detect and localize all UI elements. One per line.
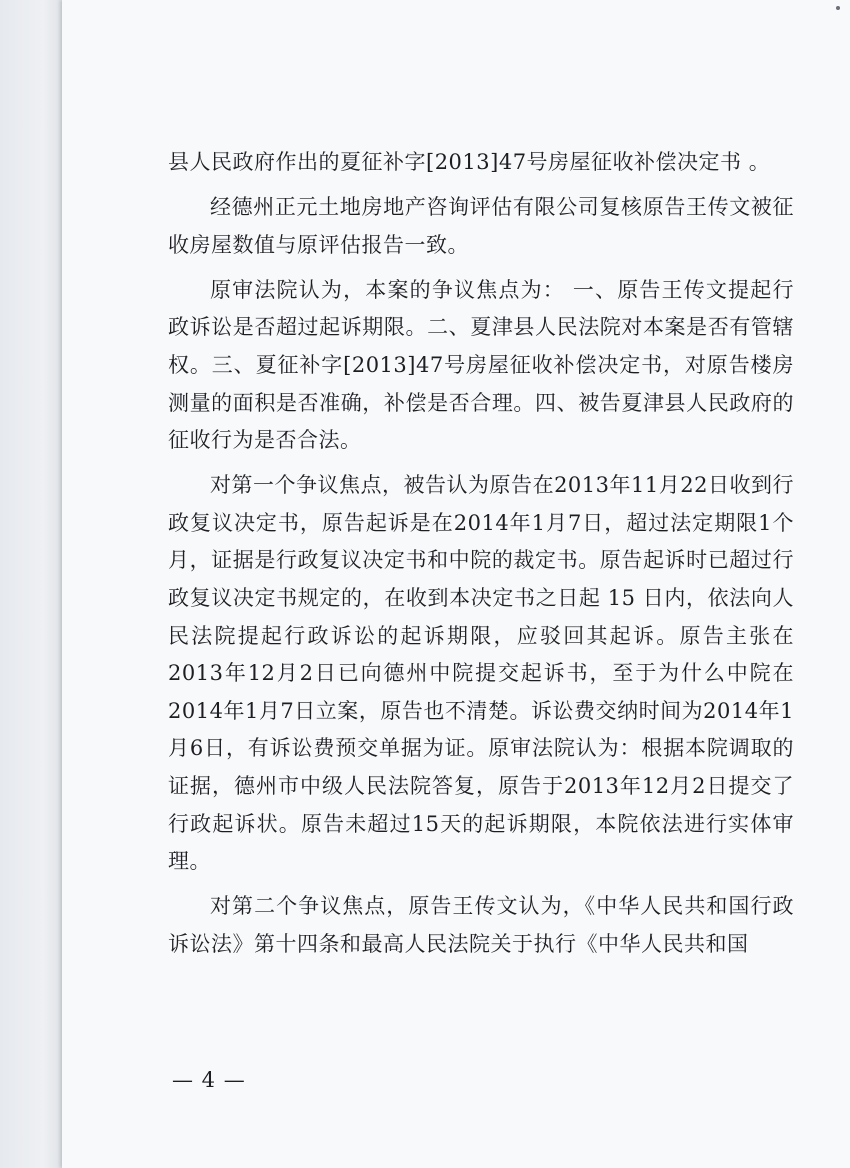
scan-left-margin (0, 0, 62, 1168)
document-body (168, 144, 794, 971)
paragraph-second-issue: 对第二个争议焦点，原告王传文认为，《中华人民共和国行政诉讼法》第十四条和最高人民法院关于执行《中华人民共和国 (168, 894, 794, 956)
paragraph-disputed-issues: 原审法院认为，本案的争议焦点为： 一、原告王传文提起行政诉讼是否超过起诉期限。二、夏津县人民法院对本案是否有管辖权。三、夏征补字[2013]47号房屋征收补偿决定书，对原告楼房测量的面积是否准确，补偿是否合理。四、被告夏津县人民政府的征收行为是否合法。 (168, 277, 794, 453)
paragraph-appraisal: 经德州正元土地房地产咨询评估有限公司复核原告王传文被征收房屋数值与原评估报告一致。 (168, 195, 794, 257)
scan-speck (836, 6, 840, 10)
paragraph-first-issue: 对第一个争议焦点，被告认为原告在2013年11月22日收到行政复议决定书，原告起诉是在2014年1月7日，超过法定期限1个月，证据是行政复议决定书和中院的裁定书。原告起诉时已超过行政复议决定书规定的，在收到本决定书之日起 15 日内，依法向人民法院提起行政诉讼的起诉期限，应驳回其起诉。原告主张在2013年12月2日已向德州中院提交起诉书，至于为什么中院在2014年1月7日立案，原告也不清楚。诉讼费交纳时间为2014年1月6日，有诉讼费预交单据为证。原审法院认为：根据本院调取的证据，德州市中级人民法院答复，原告于2013年12月2日提交了行政起诉状。原告未超过15天的起诉期限，本院依法进行实体审理。 (168, 473, 794, 874)
paragraph-continuation: 县人民政府作出的夏征补字[2013]47号房屋征收补偿决定书 。 (168, 150, 771, 174)
page-number: — 4 — (172, 1068, 246, 1092)
